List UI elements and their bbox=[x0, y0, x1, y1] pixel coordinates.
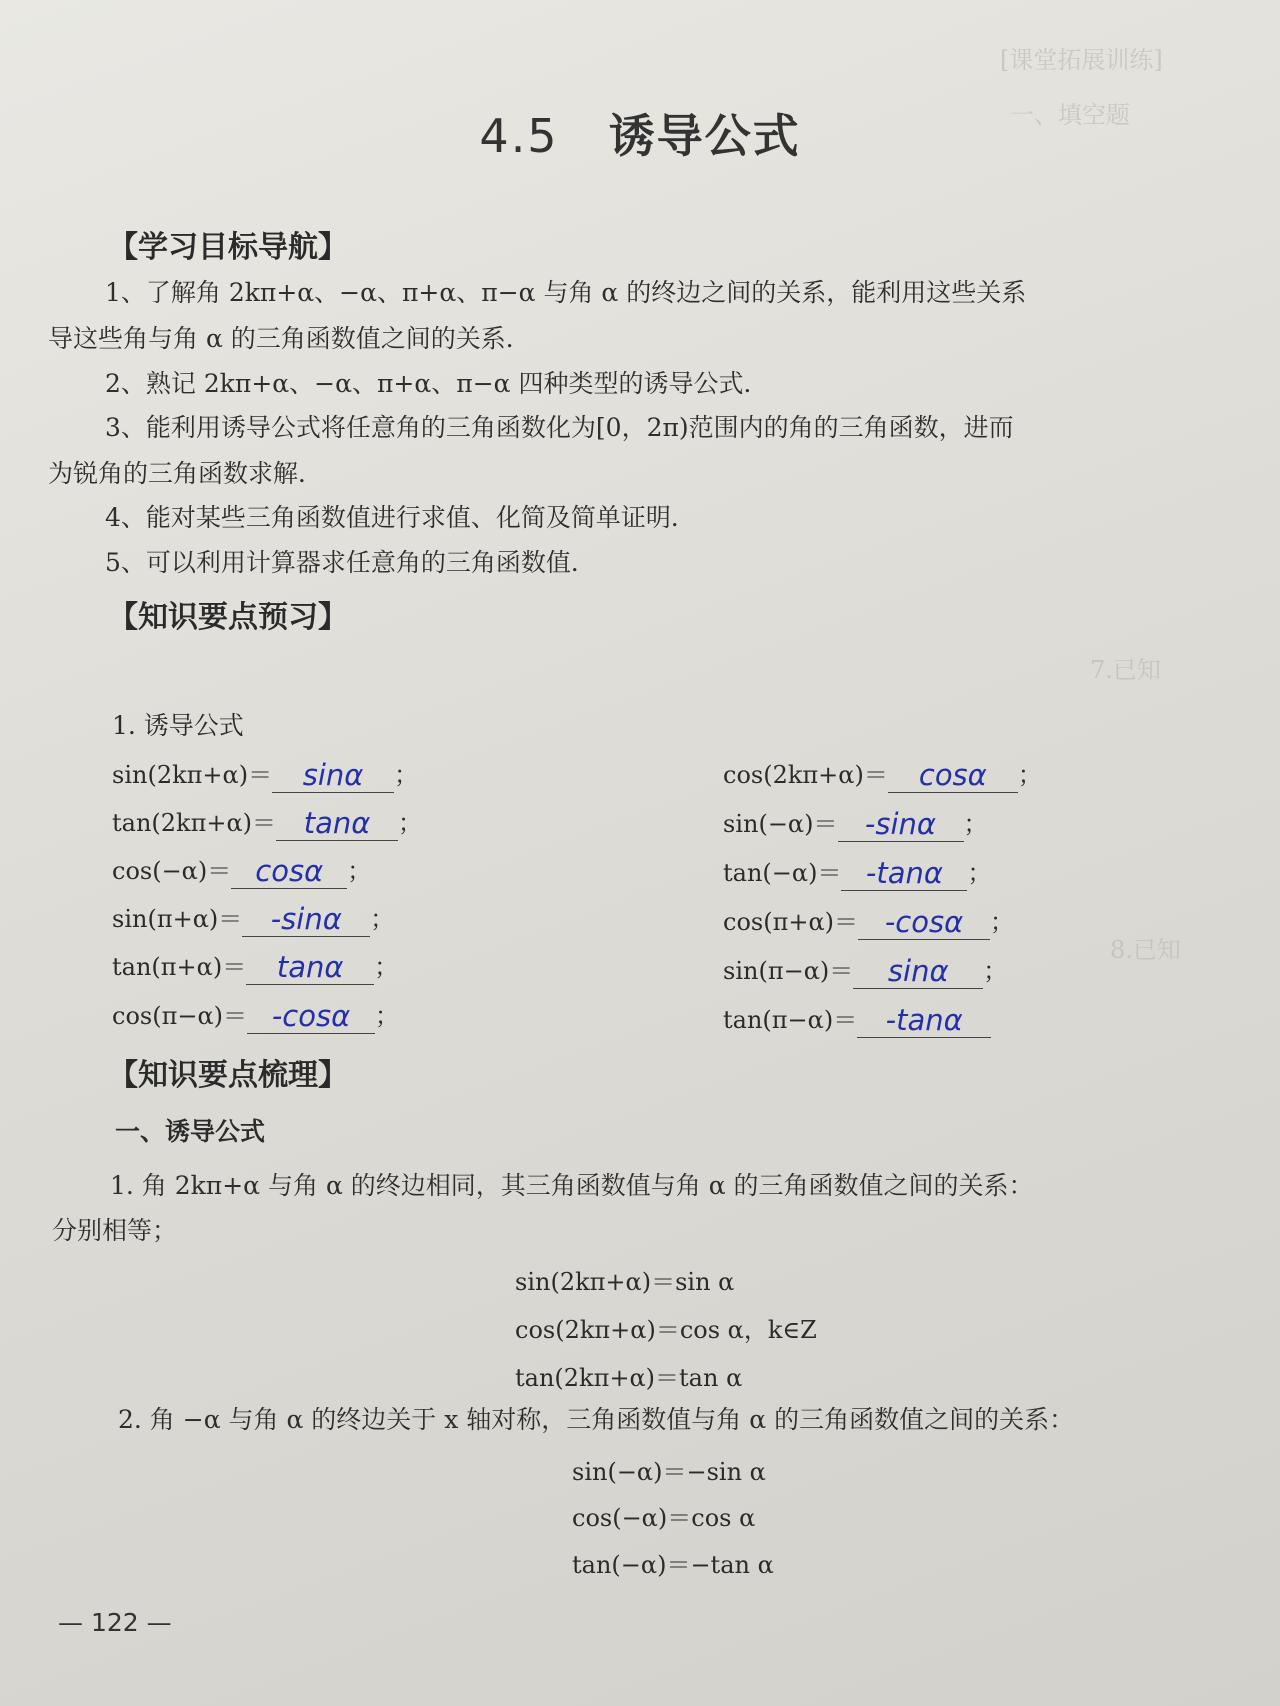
formula-right-2: sin(−α)＝ -sinα ； bbox=[723, 807, 988, 841]
handwritten-answer: tanα bbox=[303, 806, 371, 840]
review-subheading: 一、诱导公式 bbox=[115, 1117, 266, 1146]
page-number: — 122 — bbox=[58, 1608, 172, 1637]
goal-line: 4、能对某些三角函数值进行求值、化简及简单证明． bbox=[105, 503, 696, 532]
section-number: 4.5 bbox=[479, 109, 559, 163]
formula-left-1: sin(2kπ+α)＝ sinα ； bbox=[112, 758, 419, 792]
formula-display: sin(−α)＝−sin α bbox=[572, 1458, 766, 1486]
formula-display: cos(2kπ+α)＝cos α，k∈Z bbox=[515, 1316, 817, 1344]
section-title: 诱导公式 bbox=[608, 109, 801, 163]
review-heading: 【知识要点梳理】 bbox=[108, 1058, 348, 1093]
review-paragraph: 1. 角 2kπ+α 与角 α 的终边相同，其三角函数值与角 α 的三角函数值之间的关系： bbox=[110, 1171, 1034, 1200]
formula-right-1: cos(2kπ+α)＝ cosα ； bbox=[723, 758, 1042, 792]
review-paragraph: 分别相等； bbox=[52, 1216, 178, 1245]
handwritten-answer: tanα bbox=[276, 950, 344, 984]
formula-right-4: cos(π+α)＝ -cosα ； bbox=[723, 905, 1015, 939]
handwritten-answer: -cosα bbox=[271, 999, 351, 1033]
bleed-through-text: 7.已知 bbox=[1090, 656, 1161, 684]
preview-heading: 【知识要点预习】 bbox=[108, 600, 348, 635]
handwritten-answer: -sinα bbox=[864, 807, 937, 841]
goal-line: 5、可以利用计算器求任意角的三角函数值． bbox=[105, 548, 596, 577]
handwritten-answer: cosα bbox=[255, 854, 324, 888]
handwritten-answer: sinα bbox=[887, 954, 949, 988]
handwritten-answer: -tanα bbox=[865, 856, 943, 890]
formula-left-4: sin(π+α)＝ -sinα ； bbox=[112, 902, 395, 936]
goal-line: 1、了解角 2kπ+α、−α、π+α、π−α 与角 α 的终边之间的关系，能利用这些关系 bbox=[105, 278, 1027, 307]
formula-left-5: tan(π+α)＝ tanα ； bbox=[112, 950, 399, 984]
preview-subheading: 1. 诱导公式 bbox=[112, 711, 244, 740]
goal-line: 导这些角与角 α 的三角函数值之间的关系． bbox=[48, 324, 531, 353]
formula-left-2: tan(2kπ+α)＝ tanα ； bbox=[112, 806, 423, 840]
formula-right-3: tan(−α)＝ -tanα ； bbox=[723, 856, 992, 890]
goals-heading: 【学习目标导航】 bbox=[108, 230, 348, 265]
formula-right-6: tan(π−α)＝ -tanα bbox=[723, 1002, 991, 1038]
handwritten-answer: cosα bbox=[918, 758, 987, 792]
handwritten-answer: -cosα bbox=[884, 905, 964, 939]
formula-display: sin(2kπ+α)＝sin α bbox=[515, 1268, 735, 1296]
handwritten-answer: -sinα bbox=[270, 902, 342, 936]
goal-line: 3、能利用诱导公式将任意角的三角函数化为[0，2π)范围内的角的三角函数，进而 bbox=[105, 413, 1014, 442]
bleed-through-text: [课堂拓展训练] bbox=[1000, 46, 1163, 74]
goal-line: 为锐角的三角函数求解． bbox=[48, 459, 324, 488]
formula-left-6: cos(π−α)＝ -cosα ； bbox=[112, 999, 400, 1033]
review-paragraph: 2. 角 −α 与角 α 的终边关于 x 轴对称，三角函数值与角 α 的三角函数值之间的关系： bbox=[118, 1405, 1075, 1434]
formula-right-5: sin(π−α)＝ sinα ； bbox=[723, 954, 1008, 988]
page-title bbox=[0, 100, 1280, 166]
formula-display: tan(2kπ+α)＝tan α bbox=[515, 1364, 743, 1392]
formula-display: cos(−α)＝cos α bbox=[572, 1504, 756, 1532]
formula-left-3: cos(−α)＝ cosα ； bbox=[112, 854, 372, 888]
goal-line: 2、熟记 2kπ+α、−α、π+α、π−α 四种类型的诱导公式． bbox=[105, 369, 769, 398]
bleed-through-text: 8.已知 bbox=[1110, 936, 1181, 964]
bleed-through-text: 一、填空题 bbox=[1010, 101, 1130, 129]
formula-display: tan(−α)＝−tan α bbox=[572, 1551, 774, 1579]
handwritten-answer: -tanα bbox=[885, 1003, 963, 1037]
handwritten-answer: sinα bbox=[302, 758, 364, 792]
